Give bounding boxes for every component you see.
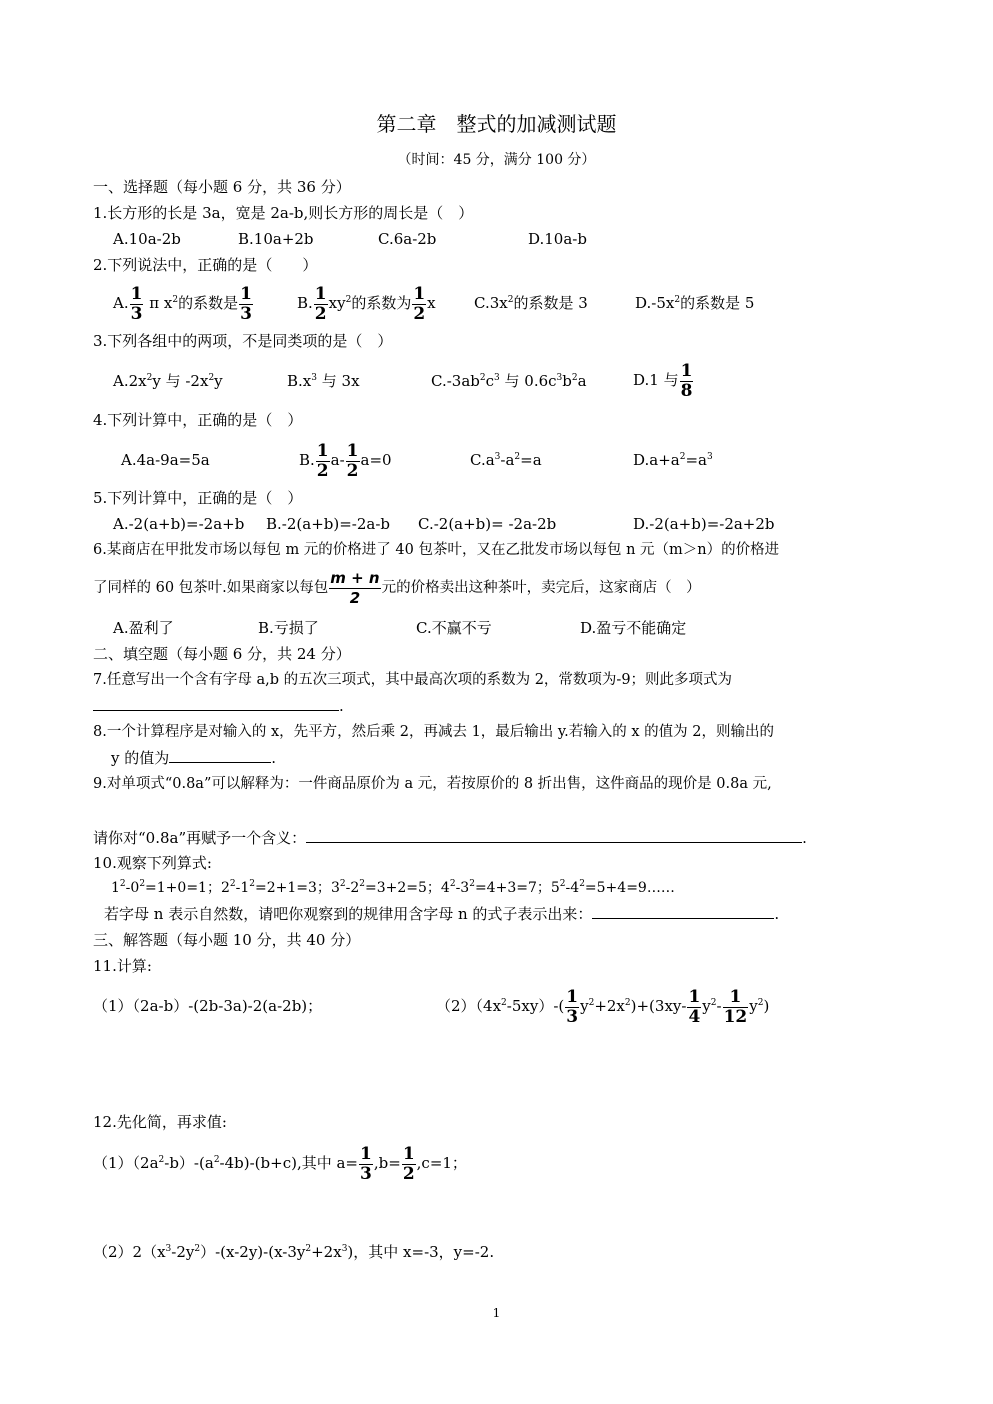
q3-option-a: $A.2x^2y$ 与 $-2x^2y$ [113, 372, 223, 390]
q3-option-b: $B.x^3$ 与 3x [287, 372, 360, 390]
q3-option-d: D.1 与 $\frac{1}{8}$ [633, 360, 693, 401]
page-title: 第二章 整式的加减测试题 [376, 112, 617, 136]
q10-term-3: $3^2-2^2=3+2=5$； [330, 879, 441, 896]
q1-option-c: C.6a-2b [378, 230, 437, 248]
q10-term-5: $5^2-4^2=5+4=9\dots\dots$ [550, 879, 675, 896]
q6-line1: 6.某商店在甲批发市场以每包 m 元的价格进了 40 包茶叶，又在乙批发市场以每包 n 元（m＞n）的价格进 [93, 542, 780, 558]
q10-term-2: $2^2-1^2=2+1=3$； [220, 879, 331, 896]
q9-line1: 9.对单项式“0.8a”可以解释为：一件商品原价为 a 元，若按原价的 8 折出售，这件商品的现价是 0.8a 元, [93, 776, 772, 792]
q1-option-d: D.10a-b [528, 230, 587, 248]
q5-option-a: A.-2(a+b)=-2a+b [113, 515, 245, 533]
q6-option-c: C.不赢不亏 [416, 619, 492, 637]
q12-part2: $(2)2(x^3-2y^2)-(x-2y)-(x-3y^2+2x^3)$，其中 x=-3，y=-2. [93, 1243, 495, 1261]
q12-part1: $(1)(2a^2-b)-(a^2-4b)-(b+c)$,其中 a= $\frac{1}{3}$ ,b= $\frac{1}{2}$ ,c=1； [93, 1143, 467, 1184]
q10-term-1: $1^2-0^2=1+0=1$； [111, 879, 221, 896]
q2-stem: 2.下列说法中，正确的是（ ） [93, 256, 318, 274]
q7-answer-line: . [93, 696, 344, 716]
q6-option-a: A.盈利了 [113, 619, 174, 637]
q2-option-b: B. $\frac{1}{2}$ $xy^2$的系数为 $\frac{1}{2}$ x [297, 283, 436, 324]
q4-option-b: B. $\frac{1}{2}$ a- $\frac{1}{2}$ a=0 [299, 440, 392, 481]
q8-blank[interactable] [169, 748, 271, 763]
q6-option-d: D.盈亏不能确定 [580, 619, 687, 637]
q5-option-b: B.-2(a+b)=-2a-b [266, 515, 391, 533]
q3-stem: 3.下列各组中的两项，不是同类项的是（ ） [93, 332, 393, 350]
section1-heading: 一、选择题（每小题 6 分，共 36 分） [93, 178, 351, 196]
q9-line2: 请你对“0.8a”再赋予一个含义： . [93, 829, 807, 847]
q2-option-d: $D.-5x^2$的系数是 5 [635, 294, 755, 312]
q10-term-4: $4^2-3^2=4+3=7$； [440, 879, 551, 896]
q1-stem: 1.长方形的长是 3a，宽是 2a-b,则长方形的周长是（ ） [93, 204, 474, 222]
q9-blank[interactable] [306, 828, 802, 843]
q7-line1: 7.任意写出一个含有字母 a,b 的五次三项式，其中最高次项的系数为 2，常数项为-9；则此多项式为 [93, 672, 733, 688]
page-subtitle: （时间：45 分，满分 100 分） [397, 152, 596, 168]
q5-option-c: C.-2(a+b)= -2a-2b [418, 515, 557, 533]
q1-option-a: A.10a-2b [113, 230, 181, 248]
q4-option-c: $C.a^3-a^2=a$ [470, 451, 542, 469]
q4-option-d: $D.a+a^2=a^3$ [633, 451, 713, 469]
q2-option-a: A. $\frac{1}{3}$ π $x^2$的系数是 $\frac{1}{3}$ [113, 283, 252, 324]
section2-heading: 二、填空题（每小题 6 分，共 24 分） [93, 645, 351, 663]
q5-option-d: D.-2(a+b)=-2a+2b [633, 515, 775, 533]
q11-stem: 11.计算: [93, 957, 152, 975]
page-number: 1 [492, 1306, 501, 1320]
q12-stem: 12.先化简，再求值: [93, 1113, 227, 1131]
q6-line2: 了同样的 60 包茶叶.如果商家以每包 $\frac{m + n}{2}$ 元的价格卖出这种茶叶，卖完后，这家商店（ ） [93, 568, 701, 607]
q8-line2: y 的值为 . [111, 749, 277, 767]
q10-stem: 10.观察下列算式: [93, 854, 212, 872]
q11-part1: （1）（2a-b）-(2b-3a)-2(a-2b)； [93, 997, 323, 1015]
q11-part2: $(2)(4x^2-5xy)-$( $\frac{1}{3}$ $y^2+2x^2)+(3xy-$ $\frac{1}{4}$ $y^2-$ $\frac{1}{12}$ $y^2$) [436, 986, 770, 1027]
q10-blank[interactable] [592, 904, 774, 919]
q2-option-c: $C.3x^2$的系数是 3 [474, 294, 588, 312]
q4-stem: 4.下列计算中，正确的是（ ） [93, 411, 303, 429]
q10-sequence [111, 878, 675, 898]
q7-blank[interactable] [93, 696, 339, 711]
q10-line3: 若字母 n 表示自然数，请吧你观察到的规律用含字母 n 的式子表示出来： . [104, 905, 780, 923]
q6-option-b: B.亏损了 [258, 619, 319, 637]
section3-heading: 三、解答题（每小题 10 分，共 40 分） [93, 931, 361, 949]
q4-option-a: A.4a-9a=5a [121, 451, 210, 469]
q3-option-c: $C.-3ab^2c^3$ 与 $0.6c^3b^2a$ [431, 372, 587, 390]
q8-line1: 8.一个计算程序是对输入的 x，先平方，然后乘 2，再减去 1，最后输出 y.若输入的 x 的值为 2，则输出的 [93, 724, 775, 740]
q5-stem: 5.下列计算中，正确的是（ ） [93, 489, 303, 507]
q1-option-b: B.10a+2b [238, 230, 314, 248]
